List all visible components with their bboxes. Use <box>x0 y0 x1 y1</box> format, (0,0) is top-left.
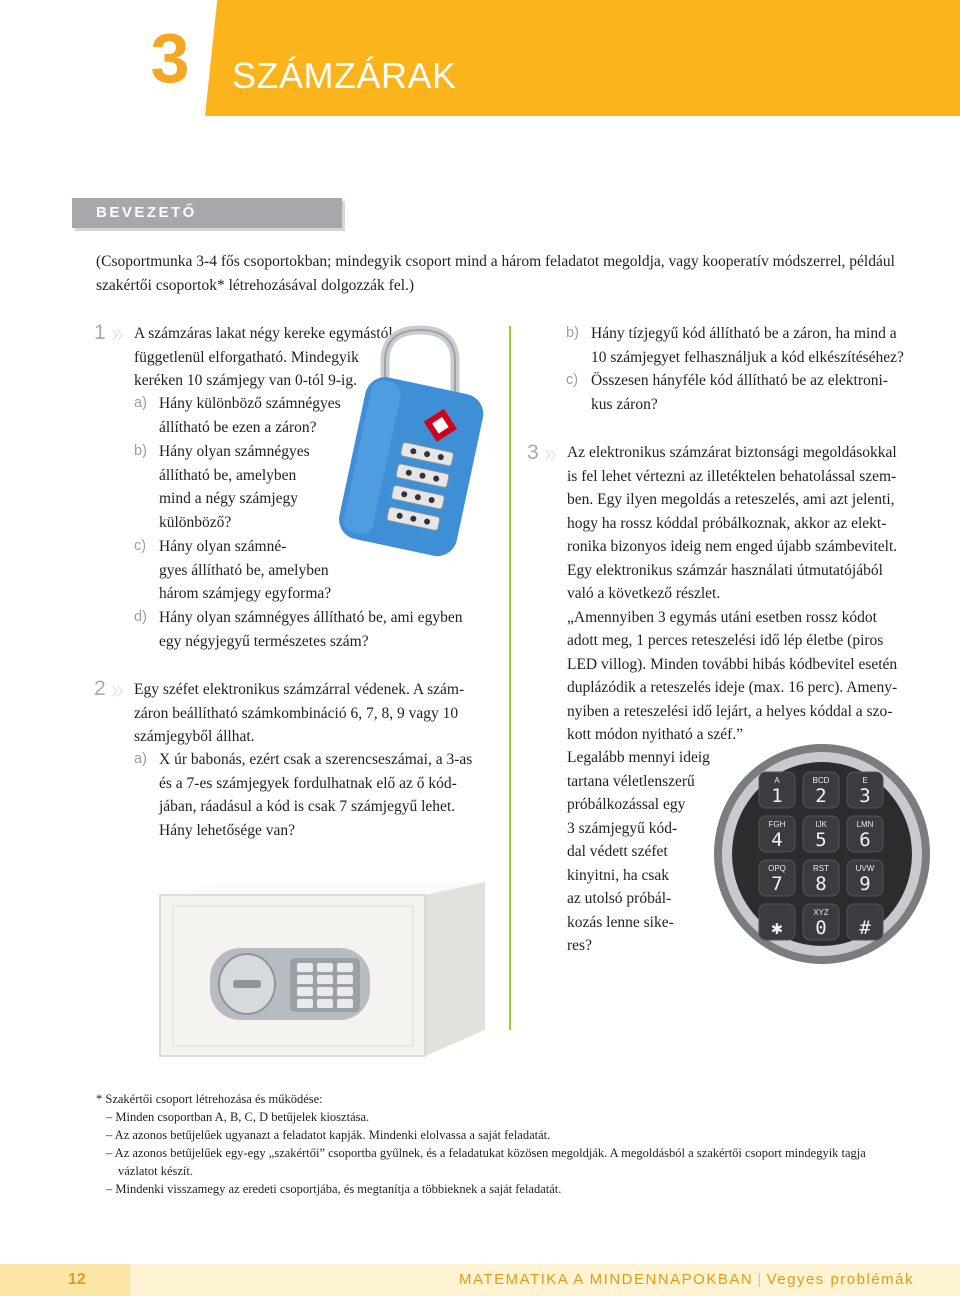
intro-text: (Csoportmunka 3-4 fős csoportokban; mindegyik csoport mind a három feladatot megoldja, vagy kooperatív módszerrel, például szakértői csoportok* létrehozásával dolgozzák fel.) <box>96 253 895 294</box>
task-3-text: Az elektronikus számzárat biztonsági megoldásokkal is fel lehet vértezni az illetéktelen behatolással szem- ben. Egy ilyen megoldás a reteszelés, ami azt jelenti, hogy ha rossz kóddal próbálkoznak, akkor az elekt- ronika bizonyos ideig nem enged újabb számbevitelt. Egy elektronikus számzár használati útmutatójából való a következő részlet. „Amennyiben 3 egymás utáni esetben rossz kódot adott meg, 1 perces reteszelési idő lép életbe (piros LED villog). Minden további hibás kódbevitel esetén duplázódik a reteszelés ideje (max. 16 perc). Ameny- nyiben a reteszelési idő lejárt, a helyes kóddal a szo- kott módon nyitható a széf.” <box>567 444 898 743</box>
intro-label: BEVEZETŐ <box>96 204 197 221</box>
signal-icon: 〉〉 <box>112 685 129 698</box>
keypad-key <box>759 772 795 808</box>
footer-running-title <box>459 1269 914 1291</box>
keypad-key <box>847 816 883 852</box>
keypad-key-letters: FGH <box>768 820 786 829</box>
task-2c: c) Összesen hányféle kód állítható be az elektroni- kus záron? <box>566 372 888 413</box>
footer-page-box <box>0 1264 130 1296</box>
footnote-item: – Mindenki visszamegy az eredeti csoportjába, és megtanítja a többieknek a saját feladatát. <box>106 1182 562 1196</box>
keypad-key-letters: OPQ <box>768 864 786 873</box>
task-1a: a) Hány különböző számnégyes állítható be ezen a záron? <box>134 395 341 436</box>
footnote-title: * Szakértői csoport létrehozása és működése: <box>96 1092 323 1106</box>
electronic-keypad-image <box>712 742 932 967</box>
keypad-key-digit: ✱ <box>771 917 783 939</box>
keypad-key <box>803 904 839 940</box>
section-subtitle: Vegyes problémák <box>766 1271 914 1288</box>
keypad-key-letters: XYZ <box>813 908 829 917</box>
keypad-key-digit: 4 <box>771 829 783 851</box>
task-2a: a) X úr babonás, ezért csak a szerencseszámai, a 3-as és a 7-es számjegyek fordulhatnak elő az ő kód- jában, ráadásul a kód is csak 7 számjegyű lehet. Hány lehetősége van? <box>134 751 473 839</box>
padlock-image <box>325 322 495 562</box>
keypad-key-digit: 9 <box>859 873 871 895</box>
keypad-key <box>803 816 839 852</box>
keypad-key-digit: # <box>859 917 871 939</box>
task-3-number: 3 <box>527 441 539 464</box>
keypad-key <box>759 904 795 940</box>
task-2-number: 2 <box>94 677 106 700</box>
task-2-text: Egy széfet elektronikus számzárral védenek. A szám- záron beállítható számkombináció 6, 7, 8, 9 vagy 10 számjegyből állhat. <box>134 681 465 745</box>
safe-image <box>155 880 495 1058</box>
keypad-key <box>847 772 883 808</box>
task-1d: d) Hány olyan számnégyes állítható be, ami egyben egy négyjegyű természetes szám? <box>134 609 463 650</box>
keypad-key-digit: 6 <box>859 829 871 851</box>
keypad-key-digit: 2 <box>815 785 827 807</box>
task-1c: c) Hány olyan számné- gyes állítható be, amelyben három számjegy egyforma? <box>134 538 332 602</box>
keypad-key-letters: IJK <box>815 820 827 829</box>
keypad-key-digit: 8 <box>815 873 827 895</box>
footnote-item: – Az azonos betűjelűek egy-egy „szakértői” csoportba gyűlnek, és a feladatukat közösen megoldják. A megoldásból a szakértői csoport mindegyik tagja <box>106 1146 866 1160</box>
task-1-text: A számzáras lakat négy kereke egymástól függetlenül elforgatható. Mindegyik keréken 10 számjegy van 0-tól 9-ig. <box>134 325 393 389</box>
chapter-number: 3 <box>150 19 190 97</box>
keypad-key <box>759 860 795 896</box>
keypad-key <box>759 816 795 852</box>
footnote-item: – Minden csoportban A, B, C, D betűjelek kiosztása. <box>106 1110 370 1124</box>
keypad-key-digit: 1 <box>771 785 783 807</box>
keypad-key <box>803 772 839 808</box>
keypad-key-letters: LMN <box>856 820 874 829</box>
footnote-item: vázlatot készít. <box>118 1164 193 1178</box>
keypad-key <box>803 860 839 896</box>
keypad-key-digit: 3 <box>859 785 871 807</box>
keypad-key-letters: UVW <box>855 864 875 873</box>
keypad-key-digit: 5 <box>815 829 827 851</box>
task-2b: b) Hány tízjegyű kód állítható be a záron, ha mind a 10 számjegyet felhasználjuk a kód elkészítéséhez? <box>566 325 904 366</box>
task-3-question: Legalább mennyi ideig tartana véletlenszerű próbálkozással egy 3 számjegyű kód- dal védett széfet kinyitni, ha csak az utolsó próbál- kozás lenne sike- res? <box>567 749 710 954</box>
keypad-key <box>847 860 883 896</box>
book-title: MATEMATIKA A MINDENNAPOKBAN <box>459 1271 754 1288</box>
footnote <box>96 1090 936 1198</box>
keypad-key-digit: 0 <box>815 917 827 939</box>
keypad-key-digit: 7 <box>771 873 783 895</box>
footnote-item: – Az azonos betűjelűek ugyanazt a feladatot kapják. Mindenki elolvassa a saját feladatát. <box>106 1128 551 1142</box>
column-divider <box>509 326 511 1030</box>
keypad-key-letters: E <box>862 776 868 785</box>
signal-icon: 〉〉 <box>545 449 562 462</box>
keypad-key <box>847 904 883 940</box>
chapter-title: SZÁMZÁRAK <box>232 55 457 96</box>
keypad-key-letters: BCD <box>812 776 830 785</box>
footer-separator: | <box>757 1271 763 1288</box>
keypad-key-letters: RST <box>813 864 829 873</box>
keypad-key-letters: A <box>774 776 780 785</box>
signal-icon: 〉〉 <box>112 329 129 342</box>
task-1b: b) Hány olyan számnégyes állítható be, amelyben mind a négy számjegy különböző? <box>134 443 310 531</box>
page-number: 12 <box>68 1271 86 1288</box>
task-1-number: 1 <box>94 321 106 344</box>
